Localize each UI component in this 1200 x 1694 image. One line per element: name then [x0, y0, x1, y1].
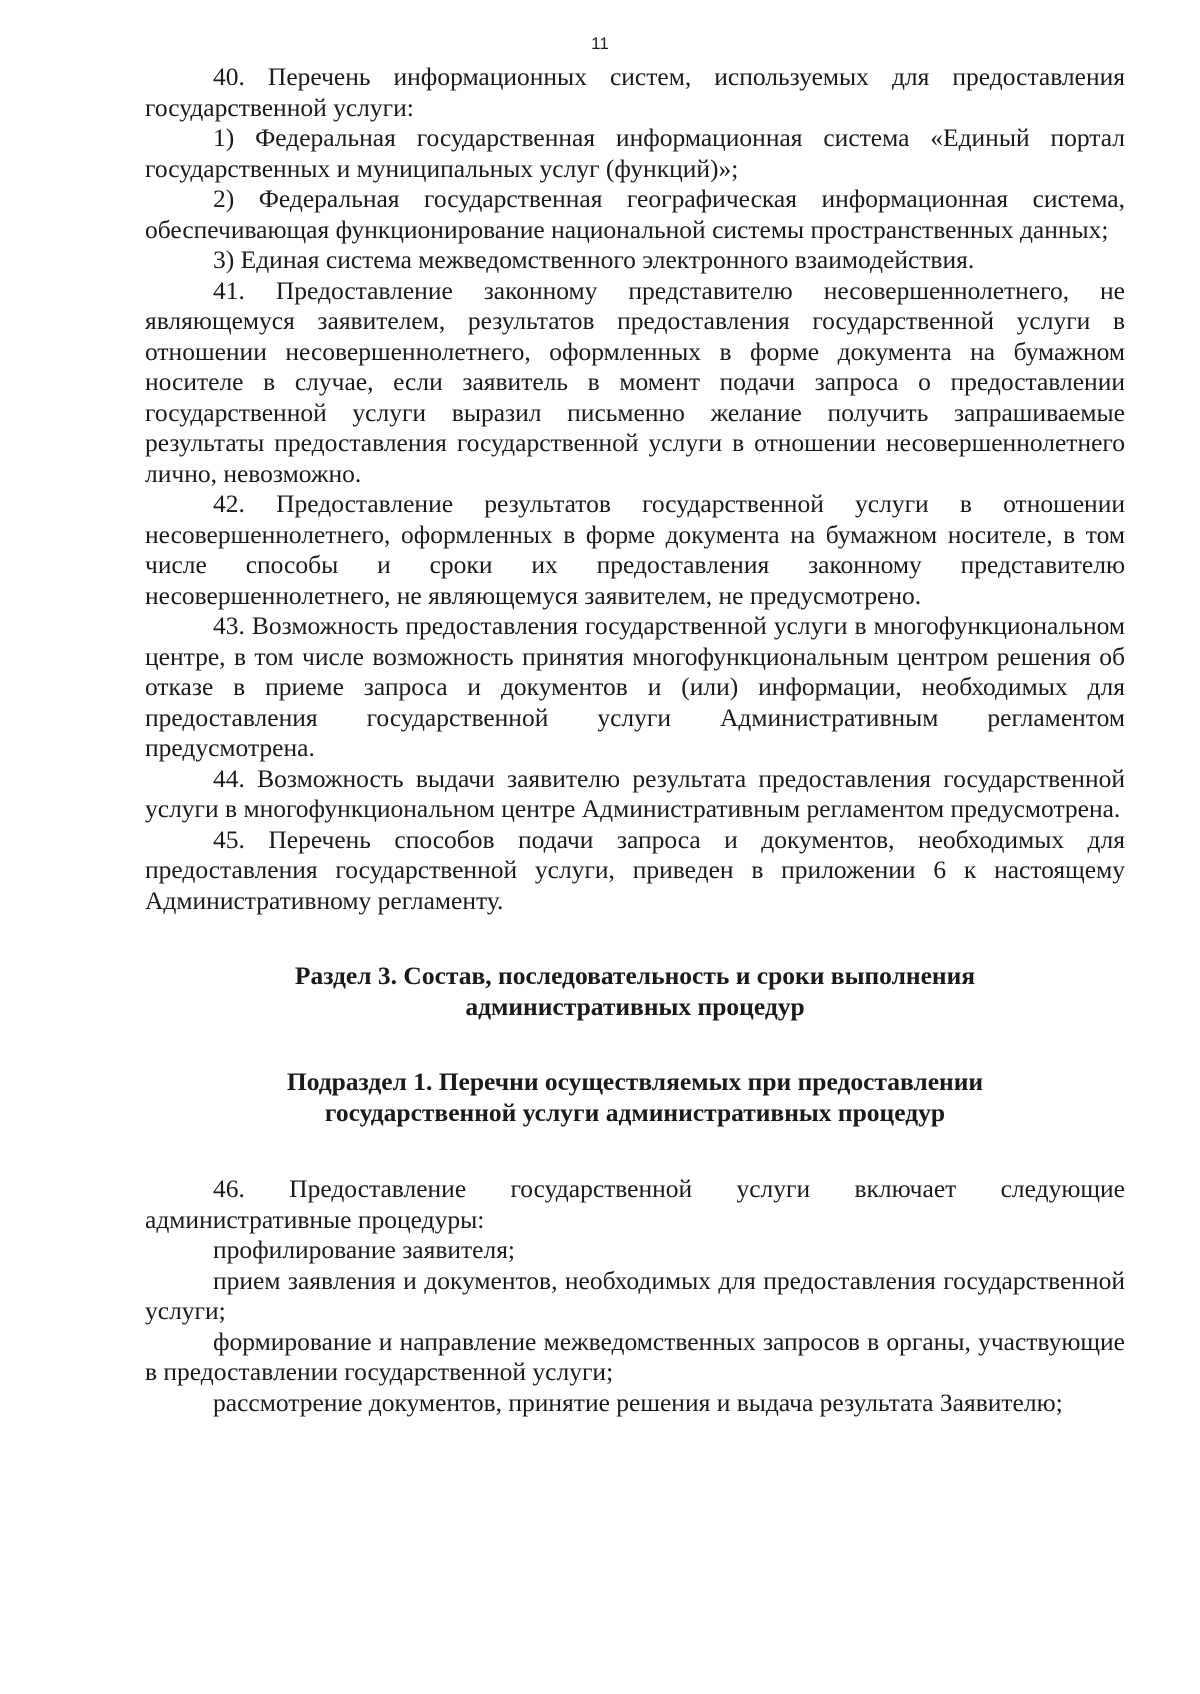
list-item-46-3: формирование и направление межведомственных запросов в органы, участвующие в предоставлении государственной услуги; — [145, 1326, 1125, 1386]
subsection-heading — [145, 1066, 1125, 1128]
list-item-40-1: 1) Федеральная государственная информационная система «Единый портал государственных и муниципальных услуг (функций)»; — [145, 123, 1125, 183]
section-heading-line-2: административных процедур — [465, 992, 805, 1021]
paragraph-43: 43. Возможность предоставления государственной услуги в многофункциональном центре, в том числе возможность принятия многофункциональным центром решения об отказе в приеме запроса и документов и (или) информации, необходимых для предоставления государственной услуги Административным регламентом предусмотрена. — [145, 611, 1125, 762]
page-number: 11 — [591, 34, 609, 53]
paragraph-46: 46. Предоставление государственной услуги включает следующие административные процедуры: — [145, 1174, 1125, 1234]
list-item-40-3: 3) Единая система межведомственного электронного взаимодействия. — [213, 245, 975, 274]
list-item-46-1: профилирование заявителя; — [213, 1235, 516, 1264]
paragraph-45: 45. Перечень способов подачи запроса и документов, необходимых для предоставления государственной услуги, приведен в приложении 6 к настоящему Административному регламенту. — [145, 824, 1125, 915]
subsection-heading-line-1: Подраздел 1. Перечни осуществляемых при предоставлении — [286, 1067, 984, 1096]
paragraph-44: 44. Возможность выдачи заявителю результата предоставления государственной услуги в многофункциональном центре Административным регламентом предусмотрена. — [145, 763, 1125, 823]
subsection-heading-line-2: государственной услуги административных процедур — [324, 1098, 946, 1127]
paragraph-42: 42. Предоставление результатов государственной услуги в отношении несовершеннолетнего, оформленных в форме документа на бумажном носителе, в том числе способы и сроки их предоставления законному представителю несовершеннолетнего, не являющемуся заявителем, не предусмотрено. — [145, 489, 1125, 610]
list-item-46-2: прием заявления и документов, необходимых для предоставления государственной услуги; — [145, 1265, 1125, 1325]
list-item-40-2: 2) Федеральная государственная географическая информационная система, обеспечивающая функционирование национальной системы пространственных данных; — [145, 184, 1125, 244]
list-item-46-4: рассмотрение документов, принятие решения и выдача результата Заявителю; — [213, 1387, 1063, 1417]
paragraph-41: 41. Предоставление законному представителю несовершеннолетнего, не являющемуся заявителем, результатов предоставления государственной услуги в отношении несовершеннолетнего, оформленных в форме документа на бумажном носителе в случае, если заявитель в момент подачи запроса о предоставлении государственной услуги выразил письменно желание получить запрашиваемые результаты предоставления государственной услуги в отношении несовершеннолетнего лично, невозможно. — [145, 275, 1125, 488]
section-heading-line-1: Раздел 3. Состав, последовательность и сроки выполнения — [294, 961, 976, 990]
section-heading — [145, 960, 1125, 1022]
paragraph-40: 40. Перечень информационных систем, используемых для предоставления государственной услуги: — [145, 62, 1125, 122]
document-body — [145, 62, 1125, 1418]
